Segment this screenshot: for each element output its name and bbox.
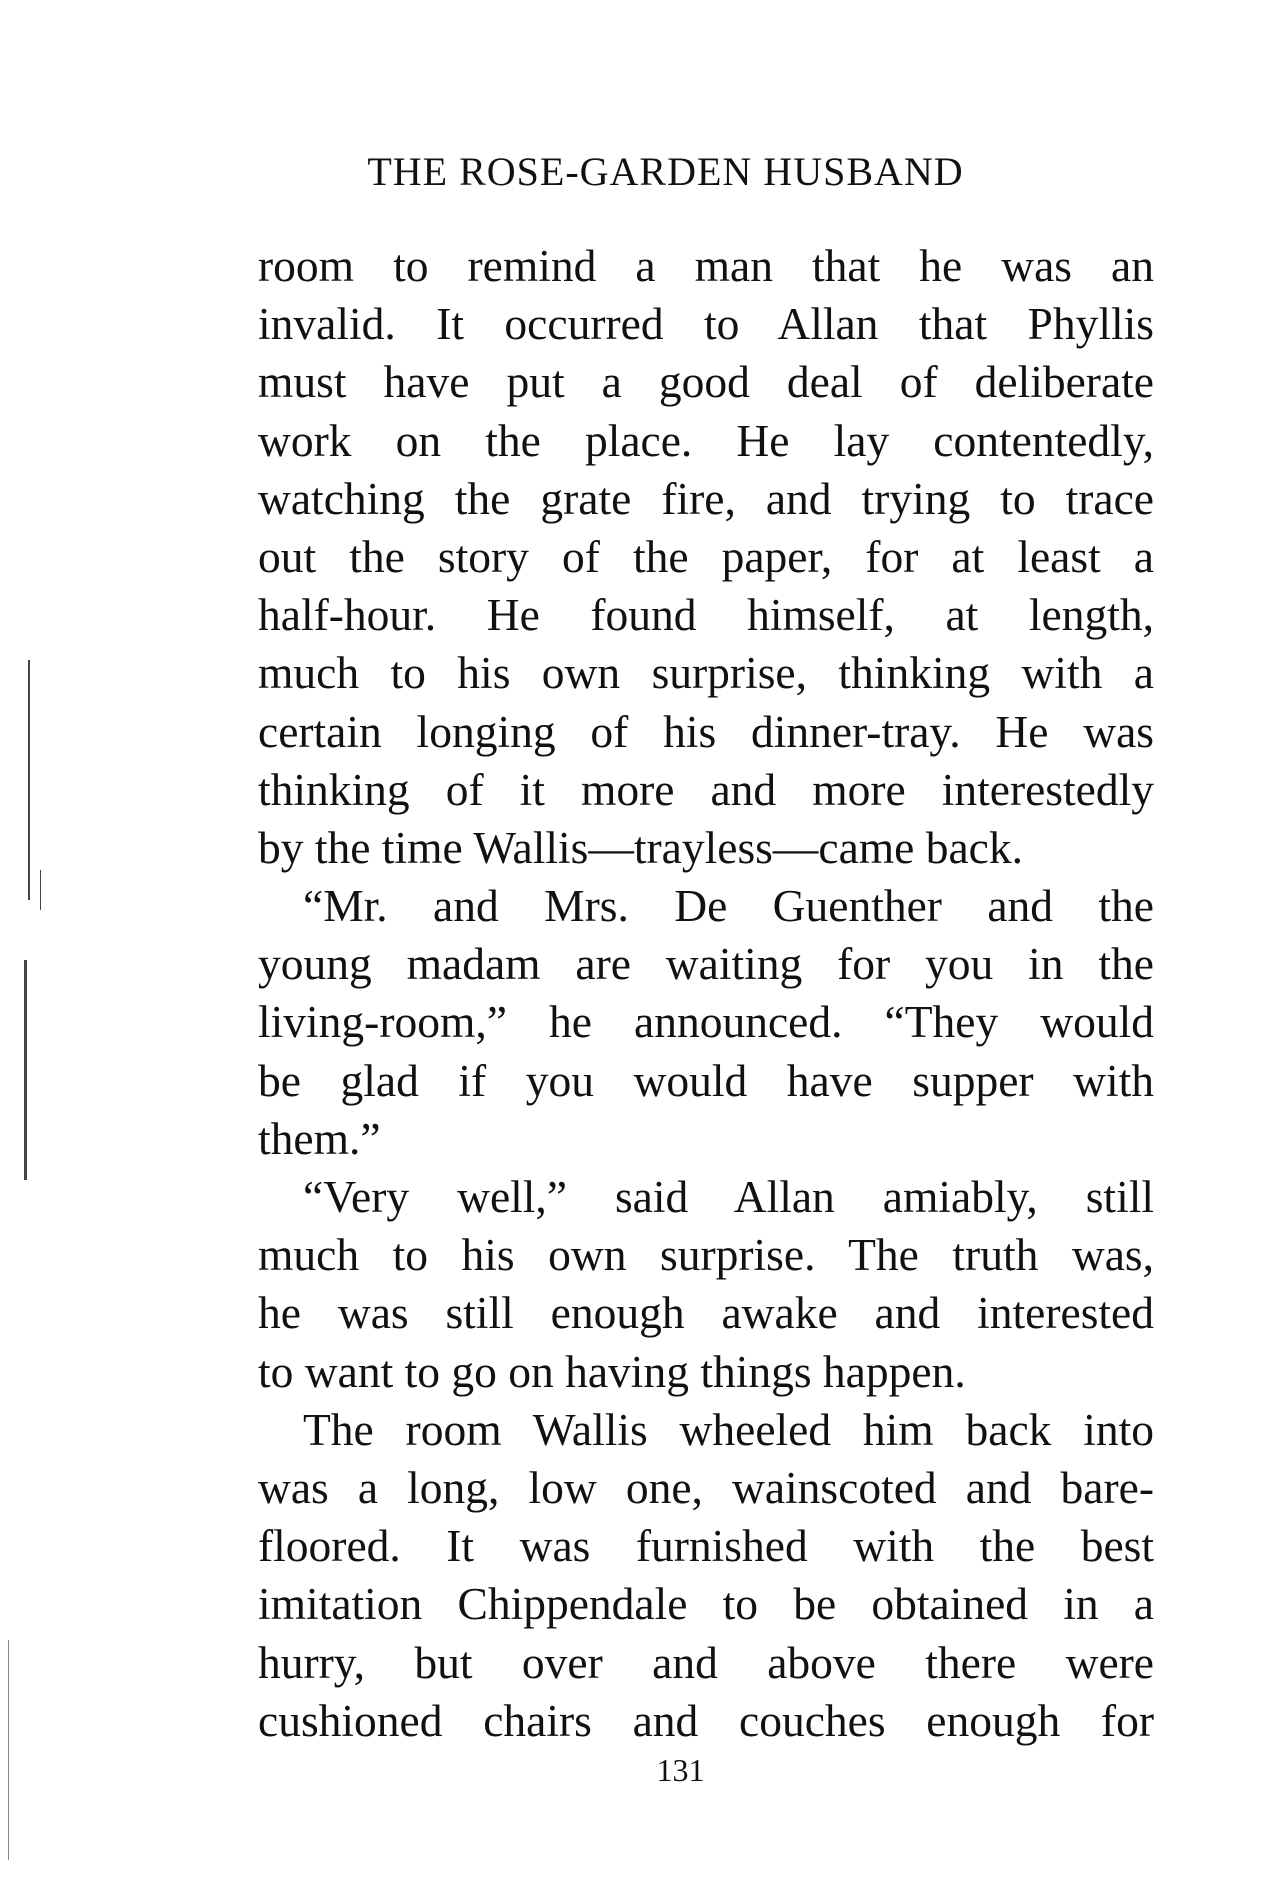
text-line: “Very well,” said Allan amiably, still — [303, 1171, 1154, 1222]
text-line: hurry, but over and above there were — [258, 1636, 1154, 1688]
text-line: was a long, low one, wainscoted and bare- — [258, 1461, 1154, 1513]
text-line: much to his own surprise, thinking with a — [258, 647, 1154, 699]
text-line: certain longing of his dinner-tray. He was — [258, 705, 1154, 757]
text-line: much to his own surprise. The truth was, — [258, 1229, 1154, 1281]
text-line: be glad if you would have supper with — [258, 1054, 1154, 1106]
running-head: THE ROSE-GARDEN HUSBAND — [367, 149, 964, 194]
margin-scan-mark — [28, 660, 30, 900]
text-line: cushioned chairs and couches enough for — [258, 1694, 1154, 1746]
text-line: watching the grate fire, and trying to trace — [258, 472, 1154, 524]
text-line: room to remind a man that he was an — [258, 240, 1154, 291]
body-text — [258, 237, 1154, 1750]
text-line: imitation Chippendale to be obtained in a — [258, 1578, 1154, 1630]
text-line: The room Wallis wheeled him back into — [303, 1403, 1154, 1455]
text-line: them.” — [258, 1112, 381, 1164]
text-line: thinking of it more and more interestedly — [258, 763, 1154, 815]
text-line: must have put a good deal of deliberate — [258, 356, 1154, 408]
text-line: young madam are waiting for you in the — [258, 938, 1154, 990]
text-line: to want to go on having things happen. — [258, 1345, 966, 1397]
text-line: out the story of the paper, for at least a — [258, 530, 1154, 582]
text-line: floored. It was furnished with the best — [258, 1520, 1154, 1572]
text-line: invalid. It occurred to Allan that Phyllis — [258, 298, 1154, 350]
text-line: half-hour. He found himself, at length, — [258, 589, 1154, 641]
text-line: “Mr. and Mrs. De Guenther and the — [303, 880, 1154, 932]
text-line: living-room,” he announced. “They would — [258, 996, 1154, 1048]
text-line: he was still enough awake and interested — [258, 1287, 1154, 1339]
text-line: by the time Wallis—trayless—came back. — [258, 821, 1023, 873]
margin-scan-mark — [40, 870, 41, 910]
margin-scan-mark — [8, 1640, 9, 1860]
text-line: work on the place. He lay contentedly, — [258, 414, 1154, 466]
page-number: 131 — [656, 1752, 705, 1788]
margin-scan-mark — [24, 960, 27, 1180]
